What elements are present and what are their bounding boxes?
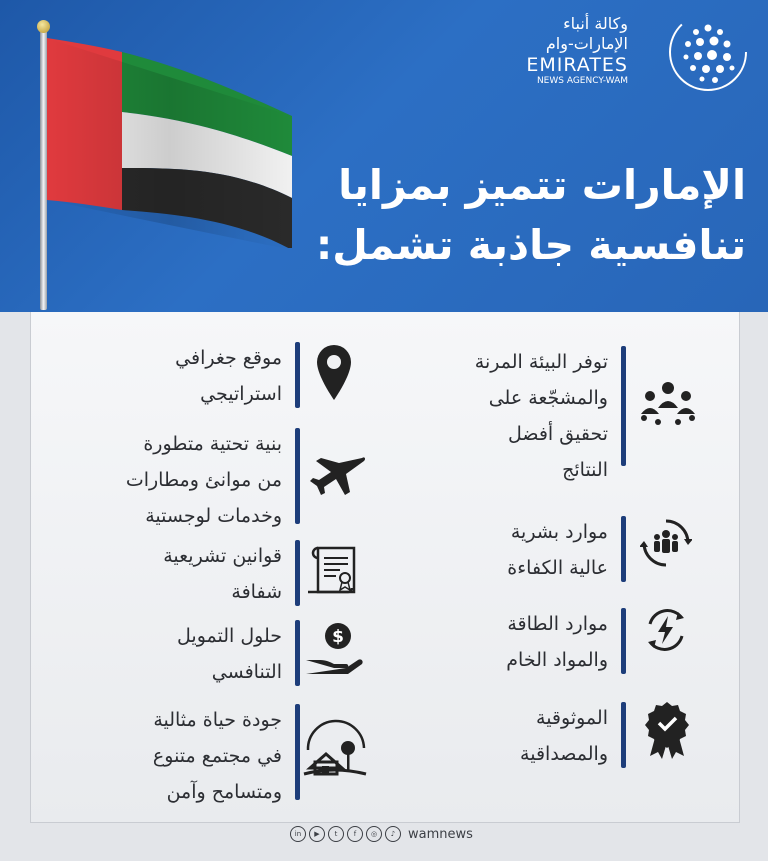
twitter-icon[interactable]: t [328, 826, 344, 842]
feature-text: من موانئ ومطارات [125, 469, 282, 491]
accent-bar [295, 428, 300, 524]
feature-text: ومتسامح وآمن [166, 781, 282, 803]
feature-text: عالية الكفاءة [507, 557, 608, 579]
uae-flag-image [47, 38, 297, 248]
feature-text: حلول التمويل [177, 625, 282, 647]
accent-bar [621, 516, 626, 582]
feature-text: التنافسي [211, 661, 282, 683]
accent-bar [295, 540, 300, 606]
feature-transparent-laws [90, 538, 300, 614]
dotted-globe-icon [666, 10, 750, 94]
location-pin-icon [314, 343, 354, 403]
team-network-icon [636, 378, 700, 428]
feature-infrastructure [90, 426, 300, 536]
feature-reliability [366, 700, 626, 776]
svg-text:$: $ [332, 627, 344, 647]
feature-text: موقع جغرافي [175, 347, 282, 369]
home-nature-icon [302, 718, 368, 778]
facebook-icon[interactable]: f [347, 826, 363, 842]
accent-bar [295, 620, 300, 686]
accent-bar [295, 704, 300, 800]
headline-line2: تنافسية جاذبة تشمل: [315, 221, 746, 269]
feature-text: الموثوقية [536, 707, 608, 729]
footer-social [290, 824, 473, 844]
feature-text: قوانين تشريعية [163, 545, 282, 567]
feature-text: توفر البيئة المرنة [474, 351, 608, 373]
certified-badge-icon [642, 700, 692, 760]
accent-bar [621, 346, 626, 466]
accent-bar [621, 608, 626, 674]
tiktok-icon[interactable]: ♪ [385, 826, 401, 842]
instagram-icon[interactable]: ◎ [366, 826, 382, 842]
feature-text: والمواد الخام [506, 649, 608, 671]
feature-text: موارد بشرية [510, 521, 608, 543]
logo-english-name: EMIRATES [526, 54, 628, 76]
money-hand-icon [304, 620, 364, 676]
feature-text: تحقيق أفضل [507, 423, 608, 445]
feature-text: جودة حياة مثالية [153, 709, 282, 731]
logo-english-subtitle: NEWS AGENCY-WAM [536, 76, 628, 86]
header-banner [0, 0, 768, 312]
feature-geographic-location [90, 340, 300, 418]
feature-human-resources [366, 514, 626, 590]
feature-financing [90, 618, 300, 694]
flag-pole-finial [37, 20, 50, 33]
feature-text: بنية تحتية متطورة [143, 433, 282, 455]
feature-flexible-environment [366, 344, 626, 492]
legal-scroll-icon [304, 544, 364, 600]
accent-bar [621, 702, 626, 768]
feature-quality-of-life [90, 702, 300, 812]
logo-arabic-line2: الإمارات-وام [545, 34, 628, 53]
accent-bar [295, 342, 300, 408]
human-resources-cycle-icon [640, 517, 692, 569]
youtube-icon[interactable]: ▶ [309, 826, 325, 842]
feature-text: شفافة [231, 581, 282, 603]
headline [276, 155, 746, 275]
flag-pole [40, 28, 47, 310]
social-handle[interactable]: wamnews [408, 826, 473, 842]
feature-text: موارد الطاقة [507, 613, 608, 635]
linkedin-icon[interactable]: in [290, 826, 306, 842]
feature-text: في مجتمع متنوع [152, 745, 282, 767]
energy-recycle-icon [640, 604, 692, 656]
headline-line1: الإمارات تتميز بمزايا [338, 161, 746, 209]
logo-arabic-line1: وكالة أنباء [563, 14, 628, 33]
airplane-icon [310, 452, 366, 496]
feature-text: والمصداقية [520, 743, 608, 765]
feature-text: وخدمات لوجستية [145, 505, 282, 527]
wam-logo [450, 10, 750, 90]
feature-energy-resources [366, 606, 626, 682]
feature-text: استراتيجي [200, 383, 282, 405]
feature-text: والمشجّعة على [488, 387, 608, 409]
feature-text: النتائج [562, 459, 608, 481]
